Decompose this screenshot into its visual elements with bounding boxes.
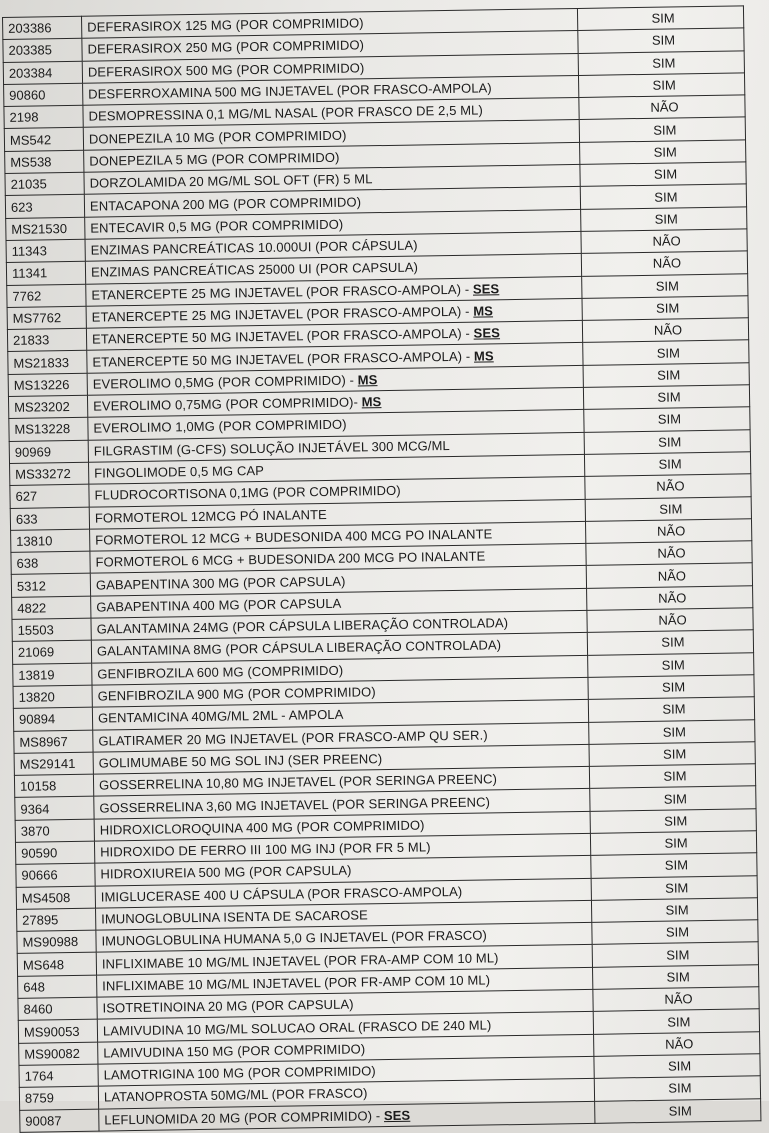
medication-code-cell: 8460: [18, 997, 97, 1021]
medication-code-cell: 90860: [4, 83, 83, 107]
medication-code-cell: MS4508: [16, 886, 95, 910]
medication-description: LAMIVUDINA 150 MG (POR COMPRIMIDO): [103, 1041, 366, 1061]
medication-description: DEFERASIROX 125 MG (POR COMPRIMIDO): [87, 15, 364, 35]
medication-description: FORMOTEROL 12MCG PÓ INALANTE: [94, 506, 327, 526]
medication-description: FLUDROCORTISONA 0,1MG (POR COMPRIMIDO): [94, 483, 401, 503]
availability-cell: SIM: [592, 942, 758, 967]
medication-code-cell: 3870: [15, 819, 94, 843]
medication-description: ETANERCEPTE 25 MG INJETAVEL (POR FRASCO-AMPOLA) -: [91, 303, 474, 325]
medication-description: LEFLUNOMIDA 20 MG (POR COMPRIMIDO) -: [104, 1107, 385, 1128]
availability-cell: SIM: [580, 162, 746, 187]
availability-cell: SIM: [585, 496, 751, 521]
medication-description: EVEROLIMO 0,5MG (POR COMPRIMIDO) -: [92, 372, 358, 392]
availability-cell: SIM: [582, 273, 748, 298]
medication-code-cell: 627: [10, 484, 89, 508]
medication-code-cell: MS29141: [14, 752, 93, 776]
medication-code-cell: 90894: [13, 707, 92, 731]
medication-description: HIDROXICLOROQUINA 400 MG (POR COMPRIMIDO): [99, 817, 425, 838]
medication-code-cell: 27895: [17, 908, 96, 932]
medication-code-cell: 21035: [5, 172, 84, 196]
medication-description: ETANERCEPTE 25 MG INJETAVEL (POR FRASCO-AMPOLA) -: [91, 281, 474, 303]
availability-cell: SIM: [583, 385, 749, 410]
medication-description: DEFERASIROX 250 MG (POR COMPRIMIDO): [87, 37, 365, 58]
medication-code-cell: MS90082: [19, 1042, 98, 1066]
availability-cell: SIM: [588, 697, 754, 722]
medication-description: HIDROXIUREIA 500 MG (POR CAPSULA): [100, 863, 352, 882]
medication-description: FILGRASTIM (G-CFS) SOLUÇÃO INJETÁVEL 300 MCG/ML: [93, 437, 450, 459]
medication-code-cell: 1764: [19, 1064, 98, 1088]
availability-cell: SIM: [591, 853, 757, 878]
availability-cell: SIM: [579, 117, 745, 142]
availability-cell: SIM: [584, 429, 750, 454]
medication-code-cell: 90590: [15, 841, 94, 865]
medication-code-cell: MS648: [17, 953, 96, 977]
medication-description: DORZOLAMIDA 20 MG/ML SOL OFT (FR) 5 ML: [89, 171, 373, 191]
supplier-tag: MS: [473, 303, 494, 319]
medication-code-cell: 10158: [14, 774, 93, 798]
medication-description: LAMIVUDINA 10 MG/ML SOLUCAO ORAL (FRASCO DE 240 ML): [102, 1016, 492, 1039]
medication-description: GENFIBROZILA 900 MG (POR COMPRIMIDO): [97, 684, 376, 704]
availability-cell: SIM: [584, 407, 750, 432]
medication-description: DESMOPRESSINA 0,1 MG/ML NASAL (POR FRASCO DE 2,5 ML): [88, 102, 483, 124]
medication-code-cell: MS21833: [8, 351, 87, 375]
medication-code-cell: 11341: [6, 261, 85, 285]
medication-table-body: [3, 6, 761, 1132]
medication-description: ENTECAVIR 0,5 MG (POR COMPRIMIDO): [90, 216, 344, 236]
availability-cell: NÃO: [582, 318, 748, 343]
availability-cell: NÃO: [579, 95, 745, 120]
medication-description: ENZIMAS PANCREÁTICAS 10.000UI (POR CÁPSULA): [90, 237, 418, 258]
medication-description: GLATIRAMER 20 MG INJETAVEL (POR FRASCO-AMP QU SER.): [98, 727, 488, 749]
medication-code-cell: 9364: [15, 797, 94, 821]
availability-cell: SIM: [590, 808, 756, 833]
medication-code-cell: 8759: [19, 1086, 98, 1110]
medication-description: GENTAMICINA 40MG/ML 2ML - AMPOLA: [97, 707, 344, 726]
medication-code-cell: MS7762: [7, 306, 86, 330]
medication-description: DONEPEZILA 10 MG (POR COMPRIMIDO): [88, 127, 347, 147]
medication-code-cell: MS23202: [8, 395, 87, 419]
availability-cell: SIM: [577, 6, 743, 31]
medication-code-cell: 648: [18, 975, 97, 999]
medication-code-cell: 90087: [20, 1109, 99, 1133]
medication-description: HIDROXIDO DE FERRO III 100 MG INJ (POR FR 5 ML): [100, 839, 431, 860]
availability-cell: SIM: [592, 920, 758, 945]
medication-description: ETANERCEPTE 50 MG INJETAVEL (POR FRASCO-AMPOLA) -: [92, 348, 475, 370]
medication-description: IMUNOGLOBULINA HUMANA 5,0 G INJETAVEL (POR FRASCO): [101, 927, 488, 949]
availability-cell: SIM: [580, 184, 746, 209]
medication-code-cell: 21833: [7, 328, 86, 352]
availability-cell: NÃO: [581, 251, 747, 276]
medication-code-cell: MS8967: [14, 730, 93, 754]
medication-code-cell: 203384: [3, 61, 82, 85]
medication-table: [2, 5, 761, 1132]
medication-code-cell: 203386: [3, 16, 82, 40]
medication-description: GOLIMUMABE 50 MG SOL INJ (SER PREENC): [98, 751, 383, 771]
medication-code-cell: 13810: [11, 529, 90, 553]
medication-description: ENZIMAS PANCREÁTICAS 25000 UI (POR CAPSULA): [90, 259, 419, 281]
availability-cell: SIM: [584, 452, 750, 477]
medication-code-cell: MS13228: [9, 418, 88, 442]
medication-code-cell: MS33272: [10, 462, 89, 486]
availability-cell: SIM: [583, 340, 749, 365]
availability-cell: SIM: [590, 786, 756, 811]
medication-description: INFLIXIMABE 10 MG/ML INJETAVEL (POR FR-AMP COM 10 ML): [102, 972, 491, 994]
medication-code-cell: 203385: [3, 39, 82, 63]
medication-description: GOSSERRELINA 3,60 MG INJETAVEL (POR SERINGA PREENC): [99, 793, 491, 816]
medication-code-cell: 15503: [12, 618, 91, 642]
medication-code-cell: 21069: [12, 640, 91, 664]
availability-cell: NÃO: [586, 541, 752, 566]
availability-cell: SIM: [588, 675, 754, 700]
availability-cell: SIM: [583, 363, 749, 388]
medication-code-cell: MS90053: [18, 1019, 97, 1043]
availability-cell: SIM: [582, 296, 748, 321]
medication-code-cell: 7762: [7, 284, 86, 308]
medication-description: IMIGLUCERASE 400 U CÁPSULA (POR FRASCO-AMPOLA): [100, 883, 463, 905]
medication-description: LAMOTRIGINA 100 MG (POR COMPRIMIDO): [103, 1063, 376, 1083]
availability-cell: SIM: [578, 50, 744, 75]
availability-cell: SIM: [595, 1098, 761, 1123]
supplier-tag: MS: [357, 372, 378, 388]
medication-code-cell: MS21530: [6, 217, 85, 241]
supplier-tag: SES: [472, 280, 500, 297]
medication-description: FINGOLIMODE 0,5 MG CAP: [94, 463, 265, 481]
medication-description: FORMOTEROL 12 MCG + BUDESONIDA 400 MCG PO INALANTE: [95, 526, 493, 548]
medication-description: DEFERASIROX 500 MG (POR COMPRIMIDO): [87, 60, 365, 80]
medication-code-cell: MS13226: [8, 373, 87, 397]
availability-cell: SIM: [589, 764, 755, 789]
medication-description: GALANTAMINA 8MG (POR CÁPSULA LIBERAÇÃO CONTROLADA): [96, 637, 502, 660]
supplier-tag: MS: [361, 394, 382, 410]
medication-description: IMUNOGLOBULINA ISENTA DE SACAROSE: [101, 907, 369, 927]
availability-cell: SIM: [589, 742, 755, 767]
medication-code-cell: 5312: [11, 574, 90, 598]
availability-cell: NÃO: [581, 229, 747, 254]
availability-cell: SIM: [593, 1009, 759, 1034]
availability-cell: SIM: [591, 898, 757, 923]
availability-cell: SIM: [588, 652, 754, 677]
medication-code-cell: 90969: [9, 440, 88, 464]
medication-code-cell: MS542: [4, 128, 83, 152]
medication-description: ENTACAPONA 200 MG (POR COMPRIMIDO): [89, 193, 362, 214]
medication-code-cell: 633: [10, 507, 89, 531]
availability-cell: SIM: [590, 831, 756, 856]
availability-cell: SIM: [580, 140, 746, 165]
availability-cell: SIM: [589, 719, 755, 744]
availability-cell: SIM: [594, 1076, 760, 1101]
availability-cell: NÃO: [587, 608, 753, 633]
medication-description: EVEROLIMO 1,0MG (POR COMPRIMIDO): [93, 417, 347, 437]
medication-description: INFLIXIMABE 10 MG/ML INJETAVEL (POR FRA-AMP COM 10 ML): [101, 949, 499, 972]
medication-code-cell: 4822: [12, 596, 91, 620]
medication-description: GALANTAMINA 24MG (POR CÁPSULA LIBERAÇÃO CONTROLADA): [96, 615, 509, 637]
medication-description: GABAPENTINA 300 MG (POR CAPSULA): [95, 573, 346, 593]
availability-cell: NÃO: [585, 519, 751, 544]
availability-cell: NÃO: [586, 563, 752, 588]
medication-code-cell: 13819: [13, 663, 92, 687]
medication-description: EVEROLIMO 0,75MG (POR COMPRIMIDO)-: [93, 394, 362, 414]
medication-description: DONEPEZILA 5 MG (POR COMPRIMIDO): [89, 149, 340, 169]
supplier-tag: SES: [383, 1107, 411, 1123]
medication-code-cell: MS90988: [17, 930, 96, 954]
medication-description: LATANOPROSTA 50MG/ML (POR FRASCO): [103, 1085, 368, 1105]
availability-cell: SIM: [592, 965, 758, 990]
medication-description: FORMOTEROL 6 MCG + BUDESONIDA 200 MCG PO INALANTE: [95, 548, 486, 570]
supplier-tag: MS: [473, 347, 494, 364]
availability-cell: NÃO: [594, 1031, 760, 1056]
medication-description: ISOTRETINOINA 20 MG (POR CAPSULA): [102, 996, 354, 1016]
medication-code-cell: 11343: [6, 239, 85, 263]
availability-cell: NÃO: [585, 474, 751, 499]
availability-cell: SIM: [587, 630, 753, 655]
medication-code-cell: 90666: [16, 863, 95, 887]
availability-cell: NÃO: [587, 586, 753, 611]
availability-cell: SIM: [594, 1054, 760, 1079]
medication-code-cell: 2198: [4, 105, 83, 129]
medication-description: DESFERROXAMINA 500 MG INJETAVEL (POR FRASCO-AMPOLA): [88, 80, 492, 102]
medication-code-cell: MS538: [5, 150, 84, 174]
availability-cell: SIM: [578, 73, 744, 98]
availability-cell: SIM: [591, 875, 757, 900]
medication-code-cell: 13820: [13, 685, 92, 709]
medication-description: GOSSERRELINA 10,80 MG INJETAVEL (POR SERINGA PREENC): [98, 771, 498, 793]
medication-description: ETANERCEPTE 50 MG INJETAVEL (POR FRASCO-AMPOLA) -: [91, 325, 474, 347]
medication-description: GENFIBROZILA 600 MG (COMPRIMIDO): [97, 662, 344, 682]
medication-code-cell: 623: [5, 195, 84, 219]
medication-description: GABAPENTINA 400 MG (POR CAPSULA: [96, 595, 342, 615]
availability-cell: NÃO: [593, 987, 759, 1012]
medication-code-cell: 638: [11, 551, 90, 575]
supplier-tag: SES: [473, 325, 501, 341]
availability-cell: SIM: [578, 28, 744, 53]
availability-cell: SIM: [581, 207, 747, 232]
